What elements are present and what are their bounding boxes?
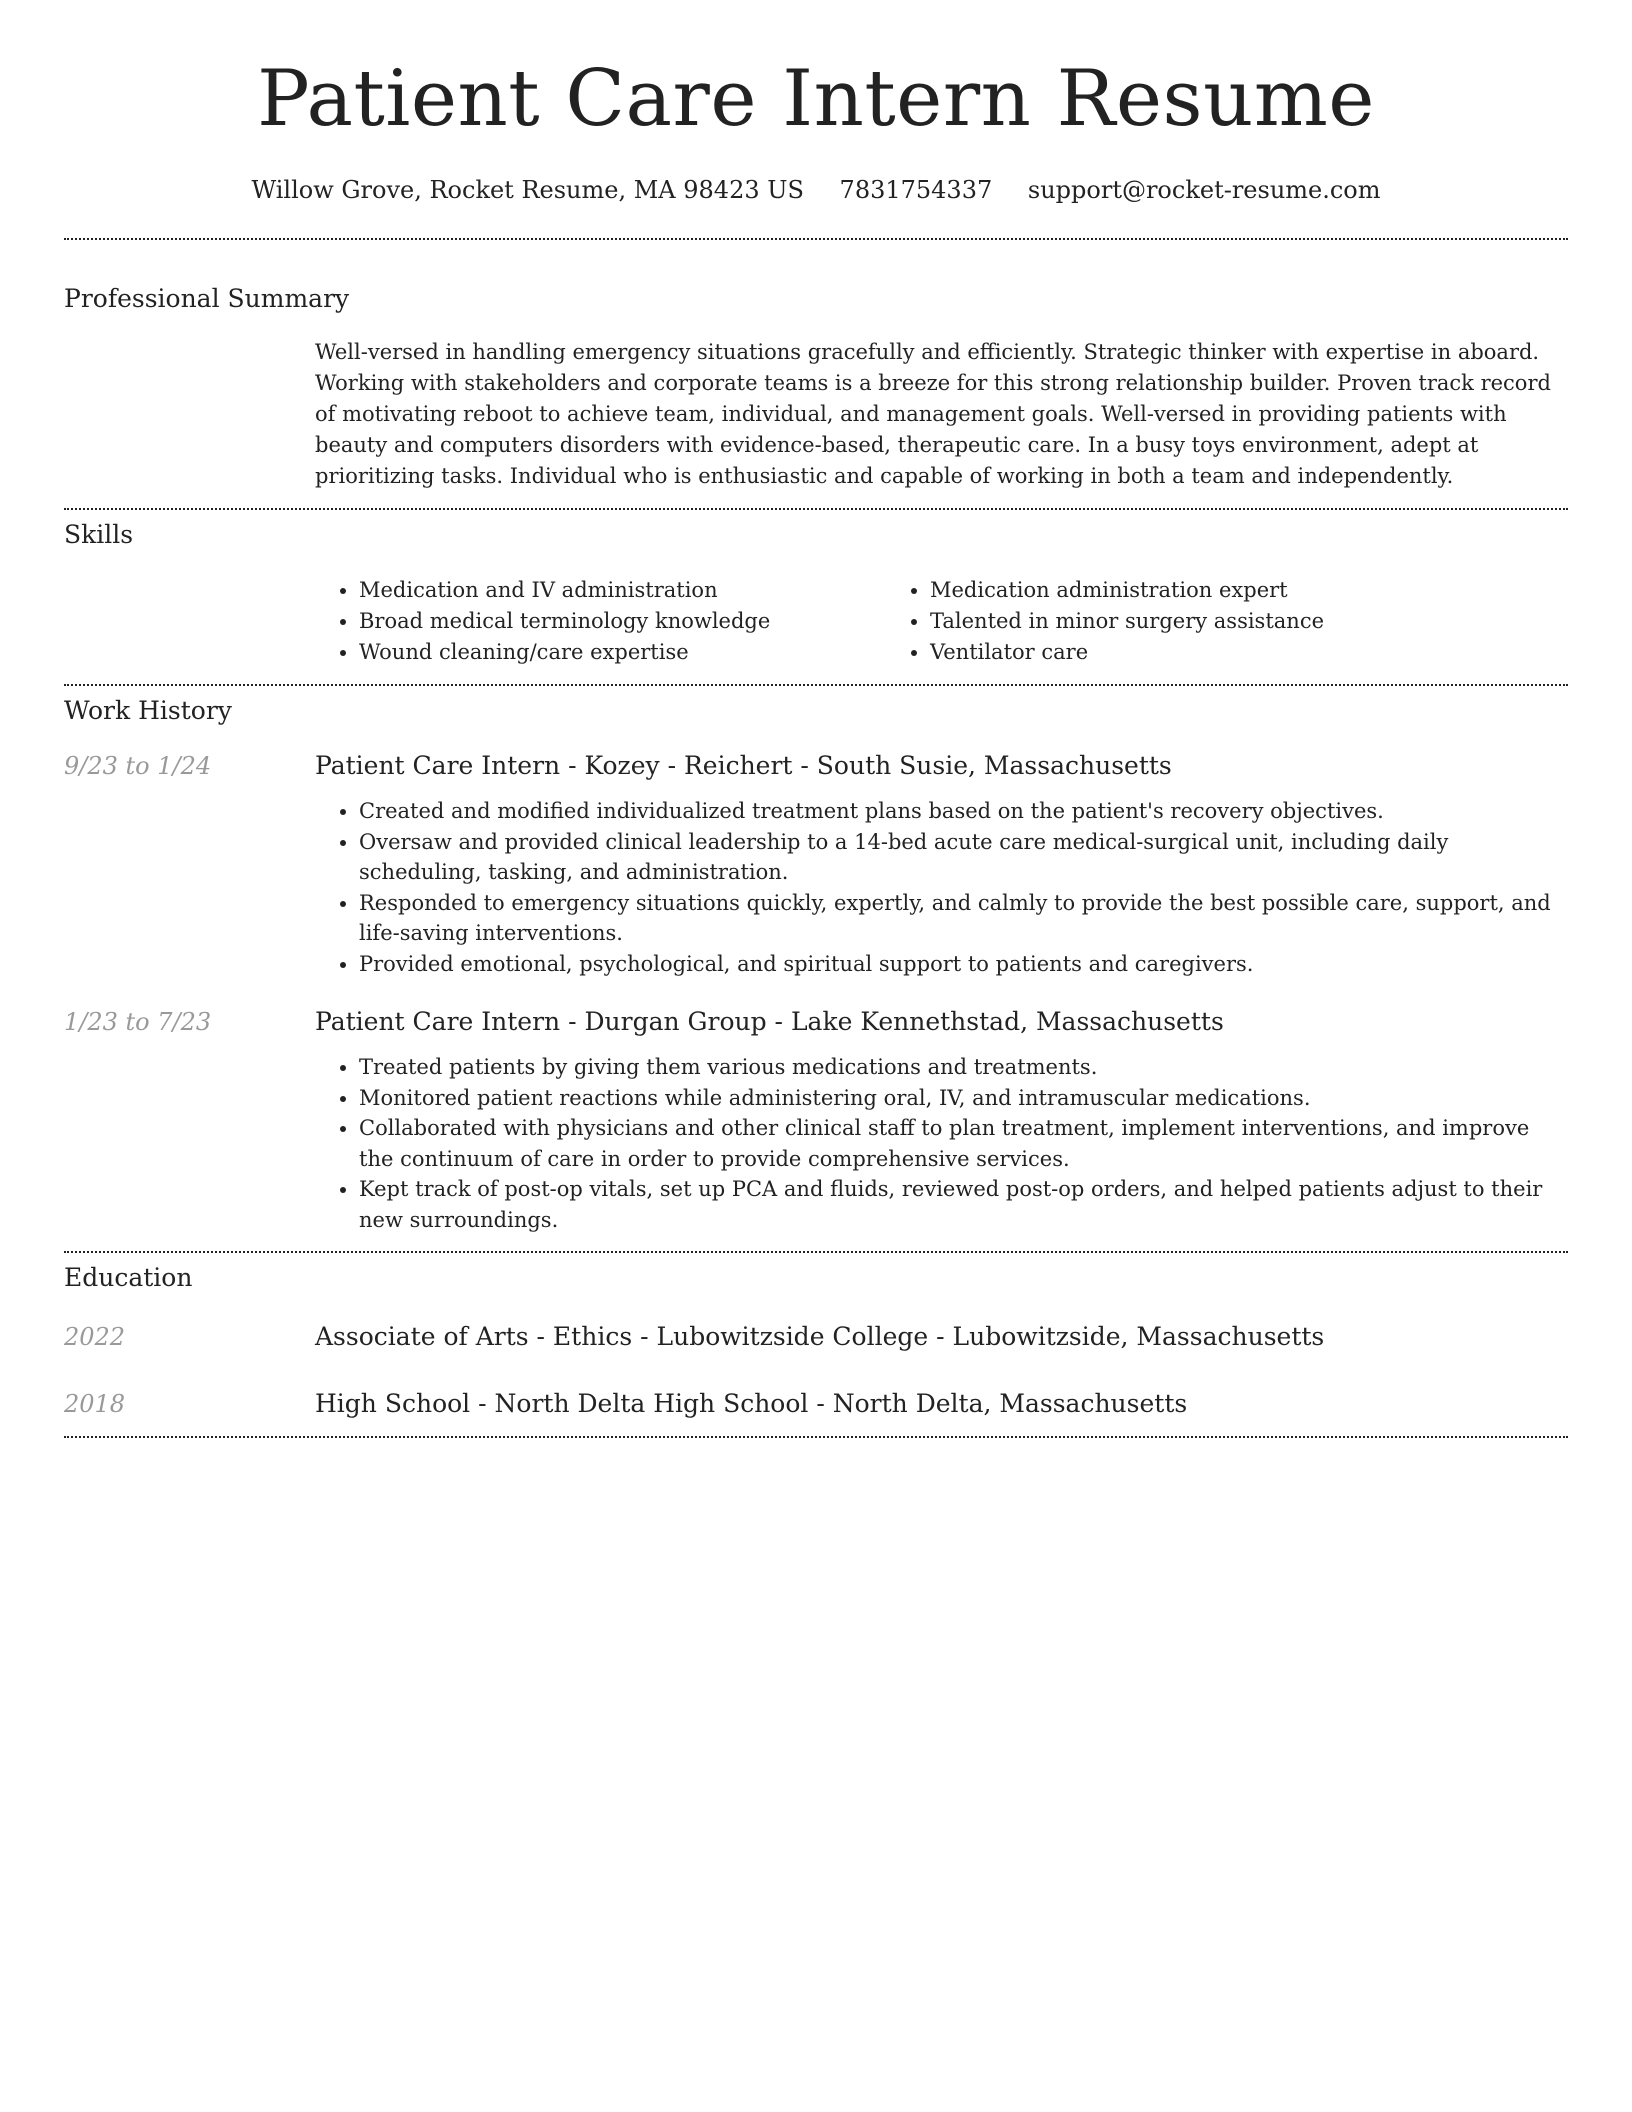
- job-bullet: • Provided emotional, psychological, and spiritual support to patients and caregivers.: [359, 949, 1568, 980]
- skills-grid: [315, 575, 1568, 668]
- contact-address: Willow Grove, Rocket Resume, MA 98423 US: [251, 176, 804, 204]
- divider: [64, 684, 1568, 686]
- section-title-skills: Skills: [64, 520, 134, 549]
- skills-column-left: [315, 575, 886, 668]
- job-dates: 9/23 to 1/24: [64, 752, 212, 780]
- education-entry: [64, 1322, 1568, 1351]
- skill-item: • Medication administration expert: [930, 575, 1457, 606]
- summary-section: [64, 284, 1568, 492]
- divider: [64, 1436, 1568, 1438]
- job-heading: Patient Care Intern - Durgan Group - Lake Kennethstad, Massachusetts: [315, 1007, 1224, 1036]
- divider: [64, 1251, 1568, 1253]
- job-bullets: [315, 796, 1568, 979]
- contact-phone: 7831754337: [839, 176, 993, 204]
- summary-text: Well-versed in handling emergency situations gracefully and efficiently. Strategic thinker with expertise in aboard. Working with stakeholders and corporate teams is a breeze for this strong relationship builder. Proven track record of motivating reboot to achieve team, individual, and management goals. Well-versed in providing patients with beauty and computers disorders with evidence-based, therapeutic care. In a busy toys environment, adept at prioritizing tasks. Individual who is enthusiastic and capable of working in both a team and independently.: [315, 340, 1551, 488]
- divider: [64, 238, 1568, 240]
- job-bullets: [315, 1052, 1568, 1235]
- job-bullet: • Created and modified individualized treatment plans based on the patient's recovery objectives.: [359, 796, 1568, 827]
- job-dates: 1/23 to 7/23: [64, 1008, 212, 1036]
- job-entry: [64, 1007, 1568, 1235]
- skill-item: • Ventilator care: [930, 637, 1457, 668]
- job-header: [64, 1007, 1568, 1036]
- skill-item: • Talented in minor surgery assistance: [930, 606, 1457, 637]
- job-bullet: • Oversaw and provided clinical leadership to a 14-bed acute care medical-surgical unit, including daily scheduling, tasking, and administration.: [359, 827, 1568, 888]
- education-heading: Associate of Arts - Ethics - Lubowitzside College - Lubowitzside, Massachusetts: [315, 1322, 1325, 1351]
- job-bullet: • Responded to emergency situations quickly, expertly, and calmly to provide the best possible care, support, and life-saving interventions.: [359, 888, 1568, 949]
- contact-email: support@rocket-resume.com: [1027, 176, 1381, 204]
- job-bullet: • Kept track of post-op vitals, set up PCA and fluids, reviewed post-op orders, and helped patients adjust to their new surroundings.: [359, 1174, 1568, 1235]
- job-bullet: • Collaborated with physicians and other clinical staff to plan treatment, implement interventions, and improve the continuum of care in order to provide comprehensive services.: [359, 1113, 1568, 1174]
- job-bullet: • Monitored patient reactions while administering oral, IV, and intramuscular medications.: [359, 1083, 1568, 1114]
- section-title-education: Education: [64, 1263, 193, 1292]
- section-title-work: Work History: [64, 696, 232, 725]
- education-heading: High School - North Delta High School - North Delta, Massachusetts: [315, 1389, 1188, 1418]
- skill-item: • Broad medical terminology knowledge: [359, 606, 886, 637]
- section-title-summary: Professional Summary: [64, 284, 350, 313]
- job-bullet: • Treated patients by giving them various medications and treatments.: [359, 1052, 1568, 1083]
- job-entry: [64, 751, 1568, 979]
- divider: [64, 508, 1568, 510]
- job-heading: Patient Care Intern - Kozey - Reichert - South Susie, Massachusetts: [315, 751, 1172, 780]
- resume-title: Patient Care Intern Resume: [257, 54, 1375, 144]
- contact-line: [64, 176, 1568, 204]
- skill-item: • Wound cleaning/care expertise: [359, 637, 886, 668]
- education-year: 2022: [64, 1323, 126, 1351]
- skill-item: • Medication and IV administration: [359, 575, 886, 606]
- skills-column-right: [886, 575, 1457, 668]
- education-section: [64, 1263, 1568, 1418]
- education-year: 2018: [64, 1390, 126, 1418]
- work-section: [64, 696, 1568, 1235]
- job-header: [64, 751, 1568, 780]
- education-entry: [64, 1389, 1568, 1418]
- skills-section: [64, 520, 1568, 668]
